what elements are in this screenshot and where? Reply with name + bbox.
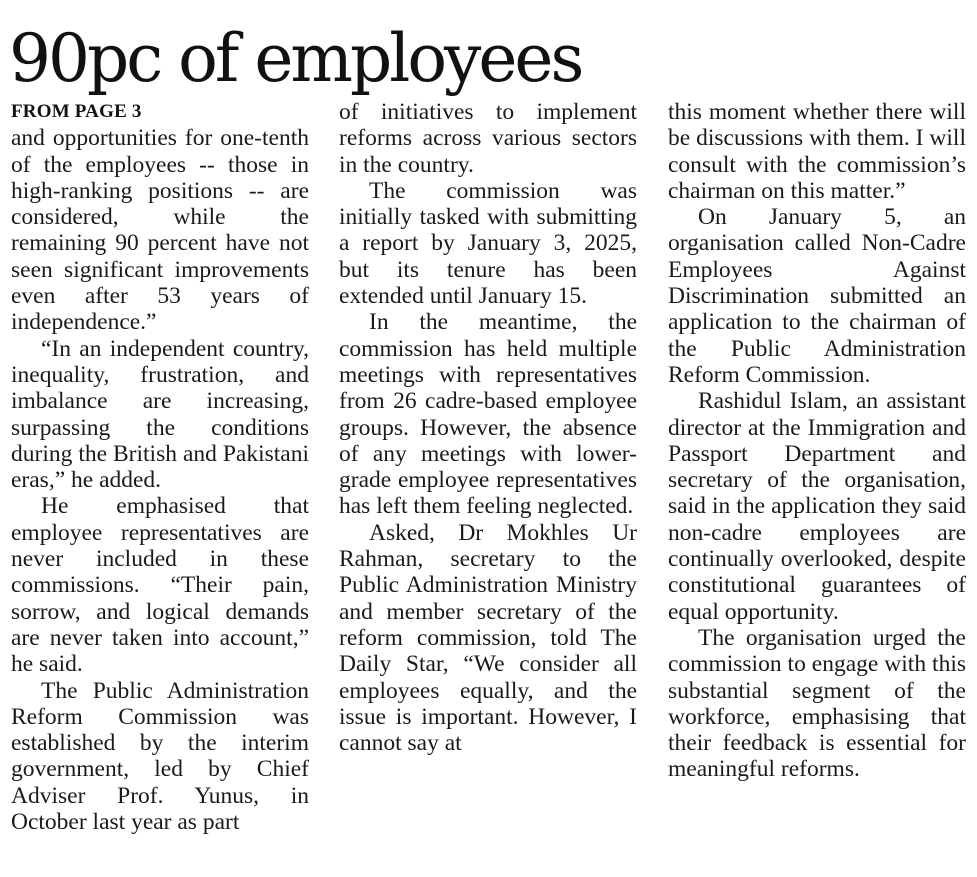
paragraph: In the meantime, the commission has held multiple meetings with representatives from 26 cadre-based employee groups. However, the absence of any meetings with lower-grade employee representatives has left them feeling neglected. bbox=[339, 309, 637, 520]
paragraph: “In an independent country, inequality, frustration, and imbalance are increasing, surpassing the conditions during the British and Pakistani eras,” he added. bbox=[11, 335, 309, 494]
paragraph: and opportunities for one-tenth of the employees -- those in high-ranking positions -- are considered, while the remaining 90 percent have not seen significant improvements even after 53 years of independence.” bbox=[11, 125, 309, 336]
paragraph: Asked, Dr Mokhles Ur Rahman, secretary to the Public Administration Ministry and member secretary of the reform commission, told The Daily Star, “We consider all employees equally, and the issue is important. However, I cannot say at bbox=[339, 519, 637, 757]
from-page-kicker: FROM PAGE 3 bbox=[11, 101, 142, 122]
paragraph: this moment whether there will be discussions with them. I will consult with the commission’s chairman on this matter.” bbox=[668, 99, 966, 204]
headline: 90pc of employees bbox=[9, 20, 582, 97]
paragraph: The commission was initially tasked with submitting a report by January 3, 2025, but its tenure has been extended until January 15. bbox=[339, 177, 637, 310]
article-column-3 bbox=[668, 99, 966, 783]
paragraph: On January 5, an organisation called Non-Cadre Employees Against Discrimination submitted an application to the chairman of the Public Administration Reform Commission. bbox=[668, 204, 966, 388]
paragraph: of initiatives to implement reforms across various sectors in the country. bbox=[339, 99, 637, 178]
paragraph: The organisation urged the commission to engage with this substantial segment of the workforce, emphasising that their feedback is essential for meaningful reforms. bbox=[668, 624, 966, 783]
article-column-1 bbox=[11, 99, 309, 835]
article-column-2 bbox=[339, 99, 637, 756]
paragraph: The Public Administration Reform Commission was established by the interim government, led by Chief Adviser Prof. Yunus, in October last year as part bbox=[11, 677, 309, 836]
paragraph: Rashidul Islam, an assistant director at the Immigration and Passport Department and secretary of the organisation, said in the application they said non-cadre employees are continually overlooked, despite constitutional guarantees of equal opportunity. bbox=[668, 388, 966, 625]
paragraph: He emphasised that employee representatives are never included in these commissions. “Their pain, sorrow, and logical demands are never taken into account,” he said. bbox=[11, 493, 309, 678]
